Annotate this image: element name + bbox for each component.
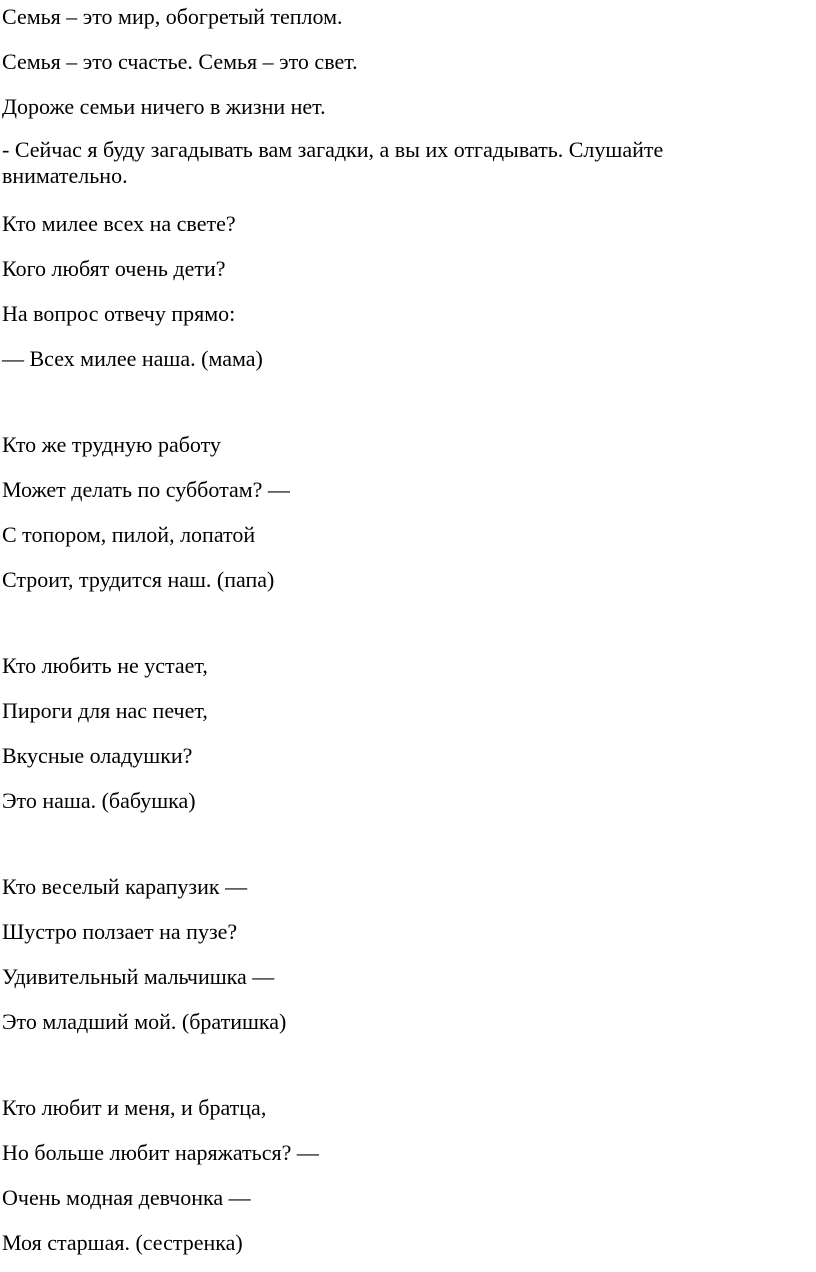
riddle-4-line-2: Шустро ползает на пузе? (2, 919, 238, 944)
riddle-3-line-1: Кто любить не устает, (2, 653, 208, 678)
riddle-4-line-1: Кто веселый карапузик — (2, 874, 248, 899)
riddle-1-line-2: Кого любят очень дети? (2, 256, 226, 281)
intro-line-3: Дороже семьи ничего в жизни нет. (2, 94, 326, 119)
riddle-2-line-3: С топором, пилой, лопатой (2, 522, 256, 547)
intro-line-2: Семья – это счастье. Семья – это свет. (2, 49, 358, 74)
riddle-1-line-4: — Всех милее наша. (мама) (2, 346, 263, 371)
instruction-text-line-2: внимательно. (2, 163, 128, 188)
riddle-5-line-3: Очень модная девчонка — (2, 1185, 251, 1210)
riddle-4-line-3: Удивительный мальчишка — (2, 964, 275, 989)
riddle-2-line-1: Кто же трудную работу (2, 432, 221, 457)
riddle-5-line-4: Моя старшая. (сестренка) (2, 1230, 243, 1255)
riddle-4-line-4: Это младший мой. (братишка) (2, 1009, 287, 1034)
intro-line-1: Семья – это мир, обогретый теплом. (2, 4, 343, 29)
riddle-3-line-4: Это наша. (бабушка) (2, 788, 196, 813)
riddle-2-line-4: Строит, трудится наш. (папа) (2, 567, 275, 592)
riddle-1-line-1: Кто милее всех на свете? (2, 211, 236, 236)
riddle-5-line-2: Но больше любит наряжаться? — (2, 1140, 319, 1165)
riddle-5-line-1: Кто любит и меня, и братца, (2, 1095, 267, 1120)
riddle-3-line-3: Вкусные оладушки? (2, 743, 193, 768)
riddle-3-line-2: Пироги для нас печет, (2, 698, 208, 723)
instruction-text-line-1: - Сейчас я буду загадывать вам загадки, а вы их отгадывать. Слушайте (2, 137, 664, 162)
instruction-paragraph (2, 137, 792, 189)
riddle-1-line-3: На вопрос отвечу прямо: (2, 301, 236, 326)
riddle-2-line-2: Может делать по субботам? — (2, 477, 290, 502)
